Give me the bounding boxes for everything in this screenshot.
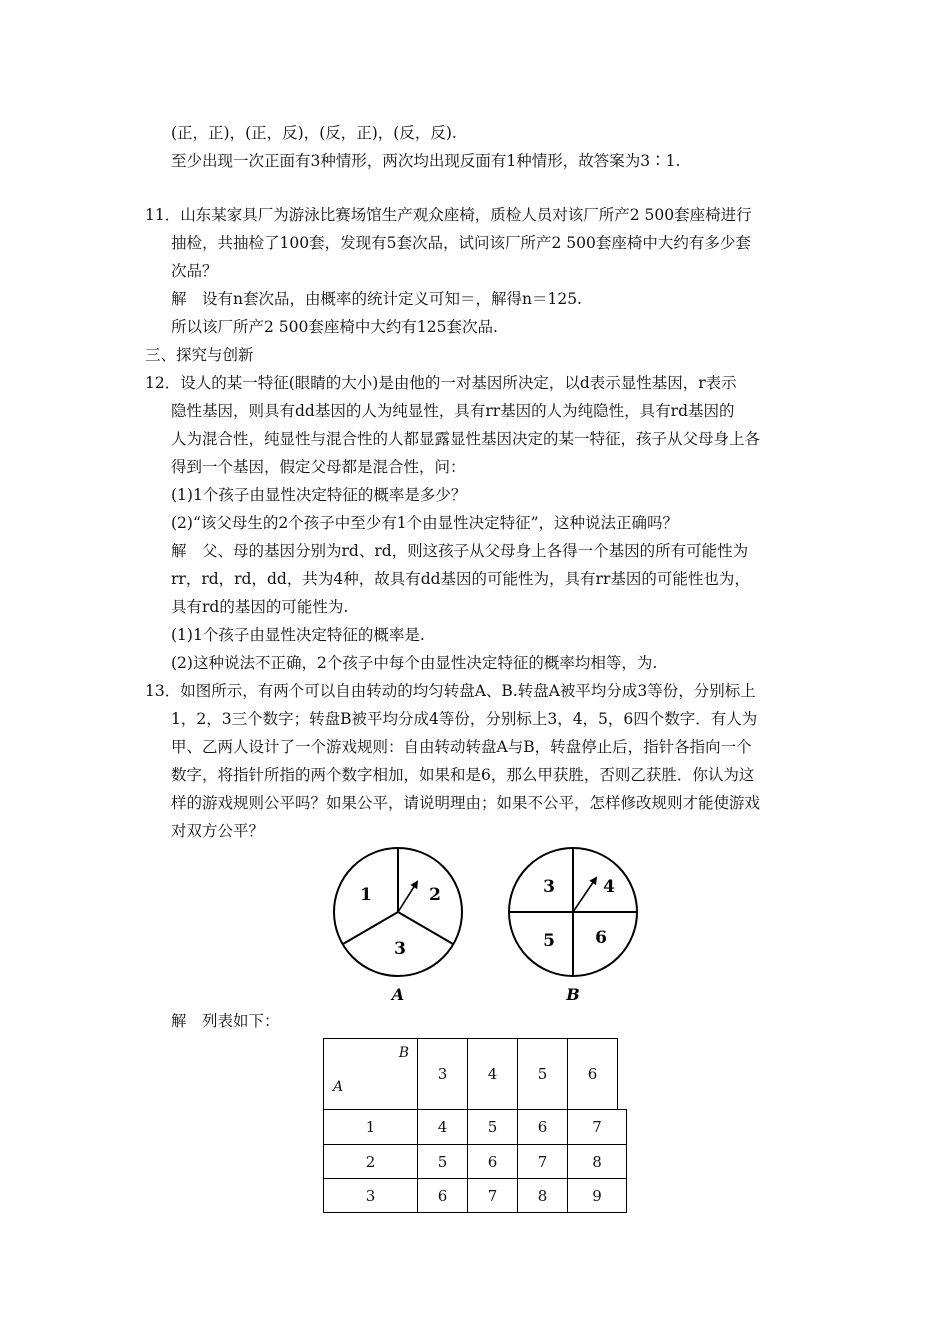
solution-line: (1)1个孩子由显性决定特征的概率是. xyxy=(171,626,425,644)
section-heading: 三、探究与创新 xyxy=(145,346,254,364)
solution-line: 具有rd的基因的可能性为. xyxy=(171,598,349,616)
spinner-a-number: 3 xyxy=(394,939,406,959)
spinner-b-number: 5 xyxy=(543,931,555,951)
table-cell: 7 xyxy=(517,1144,568,1179)
table-cell: 8 xyxy=(567,1144,627,1179)
spinner-b xyxy=(509,848,637,1004)
table-header-cell: 5 xyxy=(517,1038,568,1110)
table-cell: 9 xyxy=(567,1178,627,1213)
table-cell: 4 xyxy=(417,1109,468,1145)
table-row-label: 3 xyxy=(323,1178,418,1213)
problem-12-line: 12．设人的某一特征(眼睛的大小)是由他的一对基因所决定，以d表示显性基因，r表示 xyxy=(145,374,737,392)
solution-line: (2)这种说法不正确，2个孩子中每个由显性决定特征的概率均相等，为. xyxy=(171,654,658,672)
table-cell: 7 xyxy=(567,1109,627,1145)
problem-13-line: 数字，将指针所指的两个数字相加，如果和是6，那么甲获胜，否则乙获胜．你认为这 xyxy=(171,766,755,784)
table-cell: 7 xyxy=(467,1178,518,1213)
problem-12-question: (1)1个孩子由显性决定特征的概率是多少？ xyxy=(171,486,467,504)
spinner-a-label: A xyxy=(391,985,405,1004)
problem-13-line: 13．如图所示，有两个可以自由转动的均匀转盘A、B.转盘A被平均分成3等份，分别标上 xyxy=(145,682,756,700)
problem-12-question: (2)“该父母生的2个孩子中至少有1个由显性决定特征”，这种说法正确吗？ xyxy=(171,514,679,532)
solution-line: rr，rd，rd，dd，共为4种，故具有dd基因的可能性为，具有rr基因的可能性也为， xyxy=(171,570,750,588)
spinner-a-number: 1 xyxy=(360,885,372,905)
table-corner-b: B xyxy=(398,1045,409,1061)
problem-11-line: 11．山东某家具厂为游泳比赛场馆生产观众座椅，质检人员对该厂所产2 500套座椅进行 xyxy=(145,206,752,224)
spinner-a-pointer xyxy=(398,882,417,912)
table-cell: 6 xyxy=(467,1144,518,1179)
solution-line: 解 父、母的基因分别为rd、rd，则这孩子从父母身上各得一个基因的所有可能性为 xyxy=(171,542,749,560)
problem-13-line: 对双方公平？ xyxy=(171,822,265,840)
spinner-figure xyxy=(320,842,660,1012)
spinner-b-number: 3 xyxy=(543,877,555,897)
text-line: (正，正)，(正，反)，(反，正)，(反，反). xyxy=(171,124,457,142)
table-header-cell: 3 xyxy=(417,1038,468,1110)
table-header-cell: 6 xyxy=(567,1038,618,1110)
text-line: 至少出现一次正面有3种情形，两次均出现反面有1种情形，故答案为3∶1. xyxy=(171,152,681,170)
table-cell: 6 xyxy=(517,1109,568,1145)
spinner-b-label: B xyxy=(566,985,580,1004)
problem-13-line: 甲、乙两人设计了一个游戏规则：自由转动转盘A与B，转盘停止后，指针各指向一个 xyxy=(171,738,752,756)
problem-12-line: 隐性基因，则具有dd基因的人为纯显性，具有rr基因的人为纯隐性，具有rd基因的 xyxy=(171,402,735,420)
table-row-label: 2 xyxy=(323,1144,418,1179)
spinner-b-pointer xyxy=(573,878,596,912)
table-cell: 5 xyxy=(467,1109,518,1145)
solution-line: 解 列表如下： xyxy=(171,1012,280,1030)
table-corner-cell xyxy=(323,1038,418,1110)
problem-13-line: 样的游戏规则公平吗？如果公平，请说明理由；如果不公平，怎样修改规则才能使游戏 xyxy=(171,794,761,812)
table-corner-a: A xyxy=(333,1079,344,1095)
problem-12-line: 人为混合性，纯显性与混合性的人都显露显性基因决定的某一特征，孩子从父母身上各 xyxy=(171,430,761,448)
table-row-label: 1 xyxy=(323,1109,418,1145)
table-header-cell: 4 xyxy=(467,1038,518,1110)
solution-line: 解 设有n套次品，由概率的统计定义可知＝，解得n＝125. xyxy=(171,290,582,308)
problem-11-line: 抽检，共抽检了100套，发现有5套次品，试问该厂所产2 500套座椅中大约有多少套 xyxy=(171,234,751,252)
solution-line: 所以该厂所产2 500套座椅中大约有125套次品. xyxy=(171,318,498,336)
problem-11-line: 次品？ xyxy=(171,262,218,280)
problem-13-line: 1，2，3三个数字；转盘B被平均分成4等份，分别标上3，4，5，6四个数字．有人为 xyxy=(171,710,758,728)
spinner-b-number: 6 xyxy=(595,928,607,948)
problem-12-line: 得到一个基因，假定父母都是混合性，问： xyxy=(171,458,466,476)
spinner-b-number: 4 xyxy=(603,877,615,897)
table-cell: 5 xyxy=(417,1144,468,1179)
table-cell: 8 xyxy=(517,1178,568,1213)
spinner-a-divider xyxy=(343,912,398,944)
spinner-a-number: 2 xyxy=(429,885,441,905)
table-cell: 6 xyxy=(417,1178,468,1213)
spinner-a xyxy=(334,848,462,1004)
spinner-a-divider xyxy=(398,912,453,944)
